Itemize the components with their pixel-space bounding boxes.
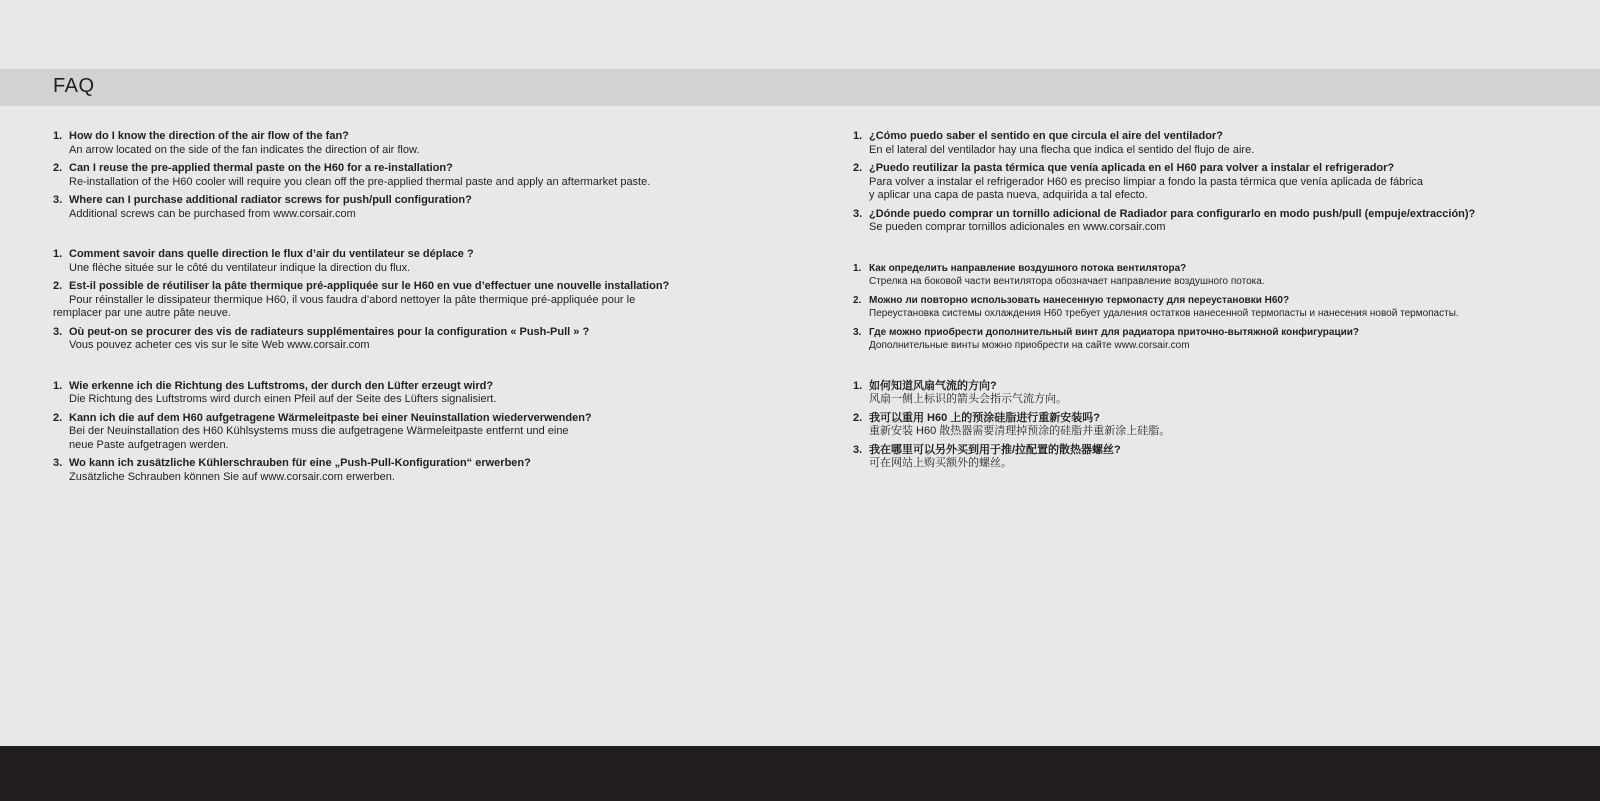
faq-item — [853, 326, 1583, 353]
faq-item — [53, 412, 773, 453]
item-number: 2. — [853, 294, 862, 306]
item-number: 3. — [53, 457, 63, 469]
faq-column-left — [53, 130, 773, 511]
faq-section-russian — [853, 262, 1583, 353]
item-number: 3. — [853, 326, 862, 338]
faq-section-english — [53, 130, 773, 221]
item-number: 3. — [53, 194, 63, 206]
faq-question: Comment savoir dans quelle direction le flux d’air du ventilateur se déplace ? — [69, 248, 474, 260]
faq-question: Wo kann ich zusätzliche Kühlerschrauben für eine „Push-Pull-Konfiguration“ erwerben? — [69, 457, 531, 469]
item-number: 1. — [853, 262, 862, 274]
faq-answer: Vous pouvez acheter ces vis sur le site Web www.corsair.com — [69, 339, 370, 351]
faq-question: Где можно приобрести дополнительный винт для радиатора приточно-вытяжной конфигурации? — [869, 326, 1359, 338]
faq-answer: Bei der Neuinstallation des H60 Kühlsystems muss die aufgetragene Wärmeleitpaste entfernt und eine — [69, 425, 569, 437]
faq-item — [853, 294, 1583, 321]
faq-item — [53, 326, 773, 353]
page-title: FAQ — [53, 75, 95, 97]
faq-item — [53, 130, 773, 157]
faq-item — [853, 262, 1583, 289]
faq-question: Where can I purchase additional radiator screws for push/pull configuration? — [69, 194, 472, 206]
faq-question: Est-il possible de réutiliser la pâte thermique pré-appliquée sur le H60 en vue d’effectuer une nouvelle installation? — [69, 280, 670, 292]
item-number: 2. — [853, 162, 863, 174]
faq-question: ¿Dónde puedo comprar un tornillo adicional de Radiador para configurarlo en modo push/pull (empuje/extracción)? — [869, 207, 1476, 220]
faq-item — [853, 444, 1583, 471]
faq-answer: Дополнительные винты можно приобрести на сайте www.corsair.com — [869, 340, 1190, 351]
item-number: 3. — [853, 207, 863, 220]
faq-section-french — [53, 248, 773, 353]
item-number: 2. — [853, 411, 863, 424]
faq-answer-continued: neue Paste aufgetragen werden. — [69, 438, 229, 451]
faq-item — [53, 280, 773, 321]
faq-answer: Переустановка системы охлаждения H60 требует удаления остатков нанесенной термопасты и нанесения новой термопасты. — [869, 308, 1459, 319]
faq-item — [853, 208, 1583, 235]
faq-answer: En el lateral del ventilador hay una flecha que indica el sentido del flujo de aire. — [869, 143, 1255, 156]
item-number: 2. — [53, 280, 63, 292]
faq-section-spanish — [853, 130, 1583, 235]
item-number: 2. — [53, 411, 63, 424]
faq-item — [53, 457, 773, 484]
faq-answer: Pour réinstaller le dissipateur thermique H60, il vous faudra d’abord nettoyer la pâte thermique pré-appliquée pour le — [69, 293, 636, 306]
item-number: 1. — [53, 248, 63, 260]
faq-answer: An arrow located on the side of the fan indicates the direction of air flow. — [69, 143, 420, 156]
faq-answer-continued: y aplicar una capa de pasta nueva, adquirida a tal efecto. — [869, 189, 1148, 201]
item-number: 2. — [53, 162, 63, 174]
faq-question: Как определить направление воздушного потока вентилятора? — [869, 262, 1187, 274]
faq-item — [853, 130, 1583, 157]
faq-section-chinese — [853, 380, 1583, 471]
item-number: 1. — [853, 379, 863, 392]
faq-answer: Para volver a instalar el refrigerador H60 es preciso limpiar a fondo la pasta térmica que venía aplicada de fábrica — [869, 175, 1423, 188]
faq-answer: Die Richtung des Luftstroms wird durch einen Pfeil auf der Seite des Lüfters signalisiert. — [69, 393, 497, 405]
faq-answer: 风扇一侧上标识的箭头会指示气流方向。 — [869, 393, 1067, 405]
faq-question: Можно ли повторно использовать нанесенную термопасту для переустановки H60? — [869, 294, 1290, 306]
faq-answer: Additional screws can be purchased from www.corsair.com — [69, 207, 356, 220]
faq-answer-continued: remplacer par une autre pâte neuve. — [53, 307, 231, 319]
faq-item — [53, 248, 773, 275]
item-number: 1. — [853, 130, 863, 142]
faq-item — [53, 380, 773, 407]
item-number: 3. — [53, 325, 63, 338]
faq-question: 如何知道风扇气流的方向? — [869, 379, 997, 392]
faq-item — [853, 162, 1583, 203]
faq-question: Wie erkenne ich die Richtung des Luftstroms, der durch den Lüfter erzeugt wird? — [69, 379, 494, 392]
faq-answer: Zusätzliche Schrauben können Sie auf www.corsair.com erwerben. — [69, 470, 395, 483]
faq-question: 我在哪里可以另外买到用于推/拉配置的散热器螺丝? — [869, 443, 1121, 456]
faq-answer: 重新安装 H60 散热器需要清理掉预涂的硅脂并重新涂上硅脂。 — [869, 425, 1171, 437]
faq-question: ¿Cómo puedo saber el sentido en que circula el aire del ventilador? — [869, 130, 1223, 142]
header-band — [0, 69, 1600, 106]
item-number: 3. — [853, 443, 863, 456]
faq-answer: Une flèche située sur le côté du ventilateur indique la direction du flux. — [69, 261, 411, 274]
faq-item — [53, 162, 773, 189]
faq-section-german — [53, 380, 773, 485]
item-number: 1. — [53, 379, 63, 392]
item-number: 1. — [53, 130, 63, 142]
faq-question: ¿Puedo reutilizar la pasta térmica que venía aplicada en el H60 para volver a instalar el refrigerador? — [869, 162, 1395, 174]
faq-question: 我可以重用 H60 上的预涂硅脂进行重新安装吗? — [869, 411, 1101, 424]
faq-item — [53, 194, 773, 221]
footer-band — [0, 746, 1600, 801]
faq-question: Où peut-on se procurer des vis de radiateurs supplémentaires pour la configuration « Push-Pull » ? — [69, 325, 590, 338]
faq-question: Kann ich die auf dem H60 aufgetragene Wärmeleitpaste bei einer Neuinstallation wiederverwenden? — [69, 411, 592, 424]
faq-item — [853, 412, 1583, 439]
faq-answer: 可在网站上购买额外的螺丝。 — [869, 457, 1012, 469]
faq-answer: Se pueden comprar tornillos adicionales en www.corsair.com — [869, 221, 1166, 233]
faq-item — [853, 380, 1583, 407]
faq-question: Can I reuse the pre-applied thermal paste on the H60 for a re-installation? — [69, 162, 453, 174]
faq-answer: Re-installation of the H60 cooler will require you clean off the pre-applied thermal paste and apply an aftermarket paste. — [69, 175, 651, 188]
faq-answer: Стрелка на боковой части вентилятора обозначает направление воздушного потока. — [869, 276, 1265, 287]
faq-question: How do I know the direction of the air flow of the fan? — [69, 130, 349, 142]
faq-column-right — [853, 130, 1583, 498]
